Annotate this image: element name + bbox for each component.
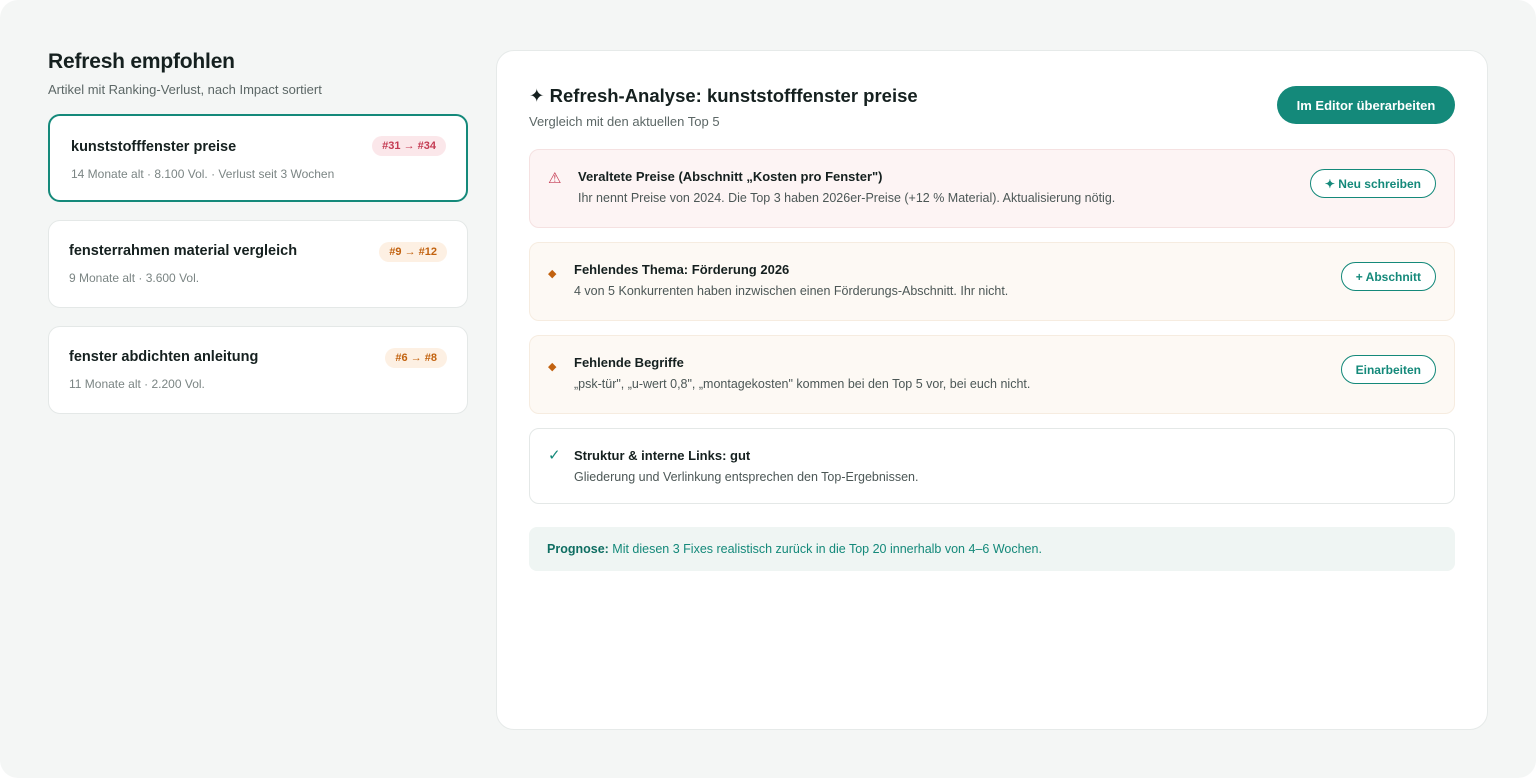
panel-subtitle: Vergleich mit den aktuellen Top 5 <box>529 114 720 129</box>
forecast-label: Prognose: <box>547 542 609 556</box>
diamond-icon: ◆ <box>548 268 557 280</box>
section-title: Refresh empfohlen <box>48 50 235 73</box>
issue-title: Struktur & interne Links: gut <box>574 448 751 463</box>
rank-change-badge: #6 → #8 <box>385 348 447 368</box>
article-meta: 11 Monate alt · 2.200 Vol. <box>69 377 205 391</box>
issue-structure-ok <box>529 428 1455 504</box>
panel-header <box>529 85 918 129</box>
issue-title: Veraltete Preise (Abschnitt „Kosten pro Fenster") <box>578 169 883 184</box>
issue-description: 4 von 5 Konkurrenten haben inzwischen einen Förderungs-Abschnitt. Ihr nicht. <box>574 284 1009 298</box>
issue-description: „psk-tür", „u-wert 0,8", „montagekosten" kommen bei den Top 5 vor, bei euch nicht. <box>574 377 1031 391</box>
article-card-kunststofffenster-preise[interactable] <box>48 114 468 202</box>
issue-description: Gliederung und Verlinkung entsprechen den Top-Ergebnissen. <box>574 470 919 484</box>
section-subtitle: Artikel mit Ranking-Verlust, nach Impact sortiert <box>48 82 322 97</box>
issue-outdated-prices <box>529 149 1455 228</box>
issue-description: Ihr nennt Preise von 2024. Die Top 3 haben 2026er-Preise (+12 % Material). Aktualisierung nötig. <box>578 191 1116 205</box>
article-title: kunststofffenster preise <box>71 139 237 155</box>
rank-change-badge: #31 → #34 <box>372 136 446 156</box>
article-card-fensterrahmen-material-vergleich[interactable] <box>48 220 468 308</box>
article-title: fenster abdichten anleitung <box>69 349 259 365</box>
open-in-editor-button[interactable]: Im Editor überarbeiten <box>1277 86 1455 124</box>
check-icon: ✓ <box>548 447 561 464</box>
refresh-analysis-panel <box>496 50 1488 730</box>
issue-missing-topic <box>529 242 1455 321</box>
article-title: fensterrahmen material vergleich <box>69 243 298 259</box>
article-meta: 9 Monate alt · 3.600 Vol. <box>69 271 200 285</box>
forecast-text: Mit diesen 3 Fixes realistisch zurück in die Top 20 innerhalb von 4–6 Wochen. <box>608 542 1042 556</box>
article-list <box>48 114 468 414</box>
rank-change-badge: #9 → #12 <box>379 242 447 262</box>
incorporate-button[interactable]: Einarbeiten <box>1341 355 1436 384</box>
diamond-icon: ◆ <box>548 361 557 373</box>
rewrite-button[interactable]: ✦ Neu schreiben <box>1310 169 1436 198</box>
article-meta: 14 Monate alt · 8.100 Vol. · Verlust seit 3 Wochen <box>71 167 335 181</box>
panel-title: ✦ Refresh-Analyse: kunststofffenster preise <box>529 85 918 106</box>
issue-title: Fehlendes Thema: Förderung 2026 <box>574 262 790 277</box>
issue-missing-terms <box>529 335 1455 414</box>
issue-title: Fehlende Begriffe <box>574 355 684 370</box>
forecast-note <box>529 527 1455 571</box>
article-card-fenster-abdichten-anleitung[interactable] <box>48 326 468 414</box>
add-section-button[interactable]: + Abschnitt <box>1341 262 1436 291</box>
warning-icon: ⚠ <box>548 170 562 187</box>
refresh-list-section <box>48 50 468 432</box>
